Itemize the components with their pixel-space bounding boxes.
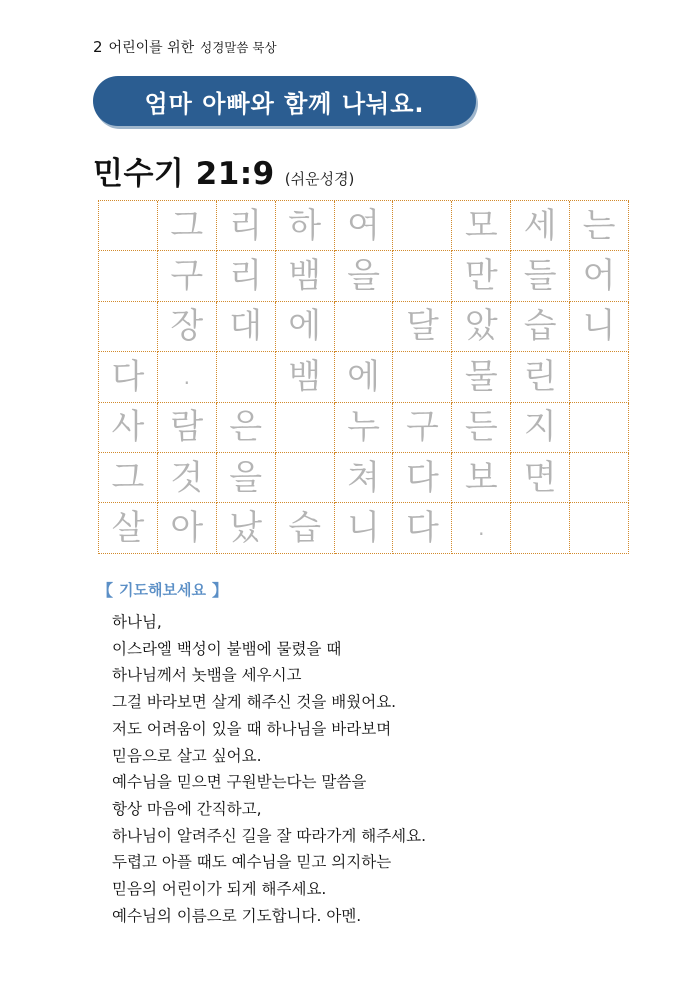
grid-cell	[99, 201, 158, 251]
grid-cell: 사	[99, 403, 158, 453]
grid-cell: 다	[393, 503, 452, 553]
bible-version: (쉬운성경)	[284, 170, 355, 188]
grid-cell: 쳐	[335, 453, 394, 503]
prayer-line: 저도 어려움이 있을 때 하나님을 바라보며	[112, 719, 392, 738]
grid-cell: .	[452, 503, 511, 553]
grid-cell	[276, 403, 335, 453]
grid-cell: 물	[452, 352, 511, 402]
prayer-heading-text: 기도해보세요	[119, 581, 206, 599]
prayer-line: 두렵고 아플 때도 예수님을 믿고 의지하는	[112, 853, 392, 872]
prayer-line: 그걸 바라보면 살게 해주신 것을 배웠어요.	[112, 693, 397, 712]
grid-cell	[217, 352, 276, 402]
grid-cell: 장	[158, 302, 217, 352]
grid-cell: 누	[335, 403, 394, 453]
prayer-line: 하나님께서 놋뱀을 세우시고	[112, 666, 302, 685]
book-subtitle: 성경말씀 묵상	[200, 40, 277, 55]
close-bracket: 】	[211, 581, 228, 600]
grid-cell: 대	[217, 302, 276, 352]
grid-cell: 습	[511, 302, 570, 352]
prayer-line: 믿음으로 살고 싶어요.	[112, 746, 262, 765]
grid-cell: 는	[570, 201, 629, 251]
grid-cell: 구	[393, 403, 452, 453]
page-number: 2	[93, 38, 103, 56]
grid-cell	[570, 453, 629, 503]
grid-cell	[276, 453, 335, 503]
grid-cell	[570, 352, 629, 402]
page-header	[93, 37, 277, 57]
grid-cell: 달	[393, 302, 452, 352]
prayer-line: 믿음의 어린이가 되게 해주세요.	[112, 880, 327, 899]
grid-cell: 았	[452, 302, 511, 352]
prayer-line: 예수님의 이름으로 기도합니다. 아멘.	[112, 906, 362, 925]
grid-cell	[393, 352, 452, 402]
verse-reference: 민수기 21:9	[93, 156, 275, 192]
grid-cell: 에	[276, 302, 335, 352]
verse-title	[93, 148, 354, 193]
grid-cell: 니	[570, 302, 629, 352]
grid-cell: 뱀	[276, 251, 335, 301]
grid-cell	[570, 403, 629, 453]
grid-cell: 그	[158, 201, 217, 251]
grid-cell: 면	[511, 453, 570, 503]
grid-cell	[511, 503, 570, 553]
prayer-line: 하나님,	[112, 613, 162, 631]
grid-cell	[99, 302, 158, 352]
grid-cell: 람	[158, 403, 217, 453]
open-bracket: 【	[97, 581, 114, 600]
grid-cell: 났	[217, 503, 276, 553]
banner-text: 엄마 아빠와 함께 나눠요.	[144, 89, 425, 118]
grid-cell	[335, 302, 394, 352]
grid-cell	[393, 251, 452, 301]
grid-cell: 것	[158, 453, 217, 503]
prayer-line: 이스라엘 백성이 불뱀에 물렸을 때	[112, 639, 342, 658]
book-title: 어린이를 위한	[108, 40, 195, 56]
grid-cell: 보	[452, 453, 511, 503]
grid-cell: 은	[217, 403, 276, 453]
grid-cell: 린	[511, 352, 570, 402]
grid-cell: 어	[570, 251, 629, 301]
grid-cell: 리	[217, 201, 276, 251]
prayer-line: 하나님이 알려주신 길을 잘 따라가게 해주세요.	[112, 826, 427, 845]
grid-cell: 리	[217, 251, 276, 301]
grid-cell: 니	[335, 503, 394, 553]
grid-cell: 아	[158, 503, 217, 553]
grid-cell: 모	[452, 201, 511, 251]
tracing-grid	[98, 200, 629, 554]
grid-cell: 그	[99, 453, 158, 503]
grid-cell: 뱀	[276, 352, 335, 402]
prayer-line: 예수님을 믿으면 구원받는다는 말씀을	[112, 773, 367, 792]
grid-cell: 습	[276, 503, 335, 553]
section-banner	[93, 76, 476, 126]
grid-cell: 지	[511, 403, 570, 453]
grid-cell: 든	[452, 403, 511, 453]
grid-cell: 여	[335, 201, 394, 251]
grid-cell: 만	[452, 251, 511, 301]
grid-cell: 살	[99, 503, 158, 553]
grid-cell: 들	[511, 251, 570, 301]
grid-cell	[393, 201, 452, 251]
grid-cell: 구	[158, 251, 217, 301]
grid-cell: 을	[335, 251, 394, 301]
prayer-heading	[97, 578, 228, 601]
grid-cell: 세	[511, 201, 570, 251]
grid-cell: 에	[335, 352, 394, 402]
grid-cell: 다	[99, 352, 158, 402]
grid-cell	[99, 251, 158, 301]
grid-cell: 다	[393, 453, 452, 503]
grid-cell	[570, 503, 629, 553]
prayer-text	[112, 609, 426, 929]
grid-cell: .	[158, 352, 217, 402]
grid-cell: 을	[217, 453, 276, 503]
grid-cell: 하	[276, 201, 335, 251]
prayer-line: 항상 마음에 간직하고,	[112, 799, 262, 818]
